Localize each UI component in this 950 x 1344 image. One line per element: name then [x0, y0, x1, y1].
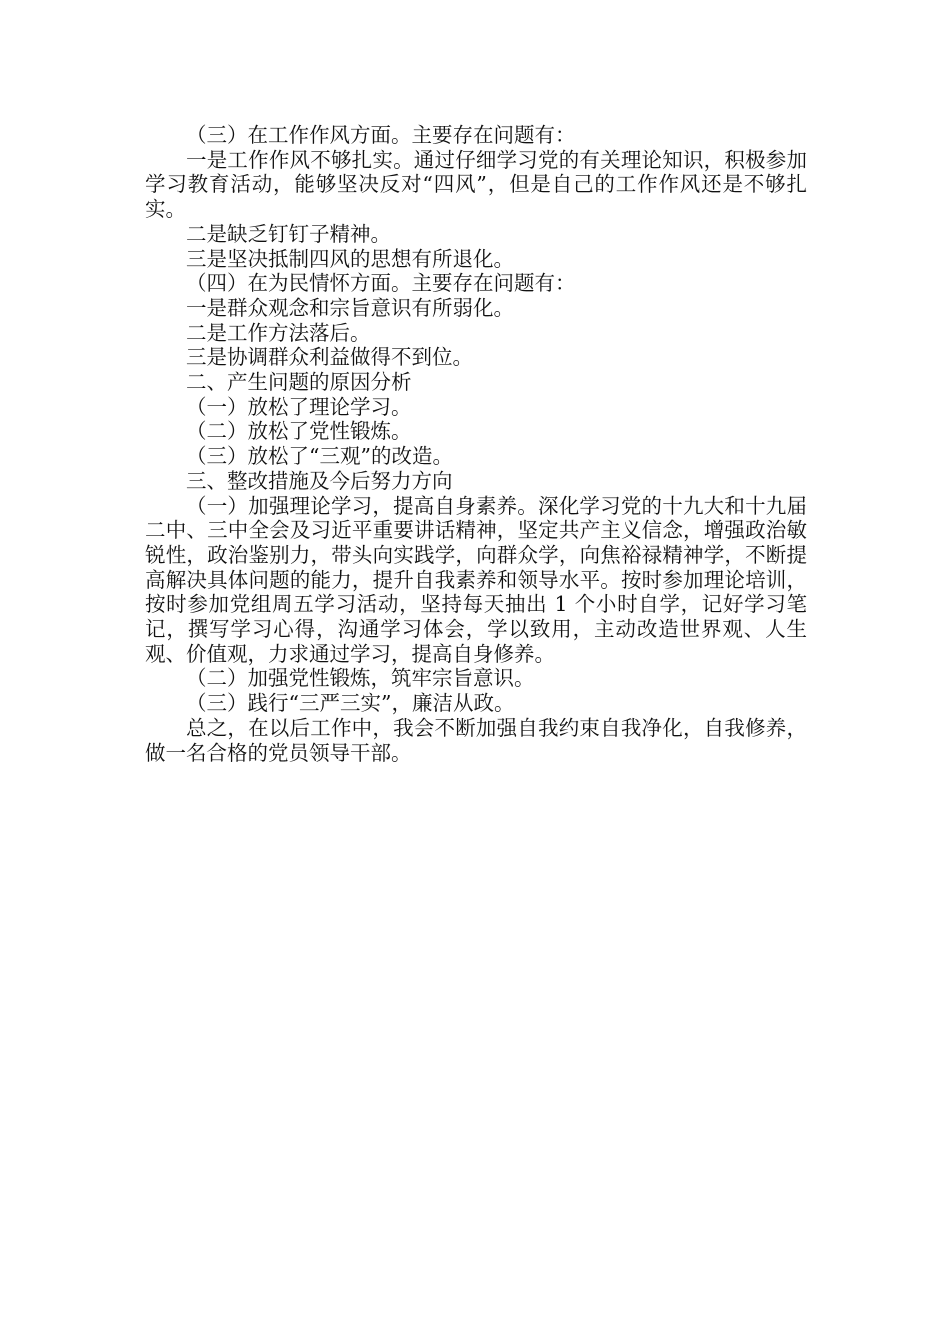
paragraph-people-point-2: 二是工作方法落后。 [186, 320, 371, 345]
section-heading-cause-analysis: 二、产生问题的原因分析 [186, 370, 412, 395]
document-body [145, 123, 807, 765]
paragraph-work-style-point-2: 二是缺乏钉钉子精神。 [186, 221, 391, 246]
heading-people-sentiment: （四）在为民情怀方面。主要存在问题有： [186, 271, 576, 296]
paragraph-people-point-3: 三是协调群众利益做得不到位。 [186, 345, 473, 370]
paragraph-rectification-1: （一）加强理论学习，提高自身素养。深化学习党的十九大和十九届二中、三中全会及习近平重要讲话精神，坚定共产主义信念，增强政治敏锐性，政治鉴别力，带头向实践学，向群众学，向焦裕禄精神学，不断提高解决具体问题的能力，提升自我素养和领导水平。按时参加理论培训，按时参加党组周五学习活动，坚持每天抽出 1 个小时自学，记好学习笔记，撰写学习心得，沟通学习体会，学以致用，主动改造世界观、人生观、价值观，力求通过学习，提高自身修养。 [145, 493, 807, 666]
paragraph-cause-2: （二）放松了党性锻炼。 [186, 419, 412, 444]
paragraph-people-point-1: 一是群众观念和宗旨意识有所弱化。 [186, 295, 514, 320]
heading-work-style: （三）在工作作风方面。主要存在问题有： [186, 123, 576, 147]
paragraph-work-style-point-3: 三是坚决抵制四风的思想有所退化。 [186, 246, 514, 271]
paragraph-work-style-point-1: 一是工作作风不够扎实。通过仔细学习党的有关理论知识，积极参加学习教育活动，能够坚决反对“四风”，但是自己的工作作风还是不够扎实。 [145, 147, 807, 222]
paragraph-rectification-3: （三）践行“三严三实”，廉洁从政。 [186, 691, 515, 716]
paragraph-rectification-2: （二）加强党性锻炼，筑牢宗旨意识。 [186, 666, 535, 691]
section-heading-rectification: 三、整改措施及今后努力方向 [186, 468, 453, 493]
paragraph-cause-3: （三）放松了“三观”的改造。 [186, 444, 453, 469]
paragraph-cause-1: （一）放松了理论学习。 [186, 394, 412, 419]
paragraph-conclusion: 总之，在以后工作中，我会不断加强自我约束自我净化，自我修养，做一名合格的党员领导干部。 [145, 715, 807, 765]
